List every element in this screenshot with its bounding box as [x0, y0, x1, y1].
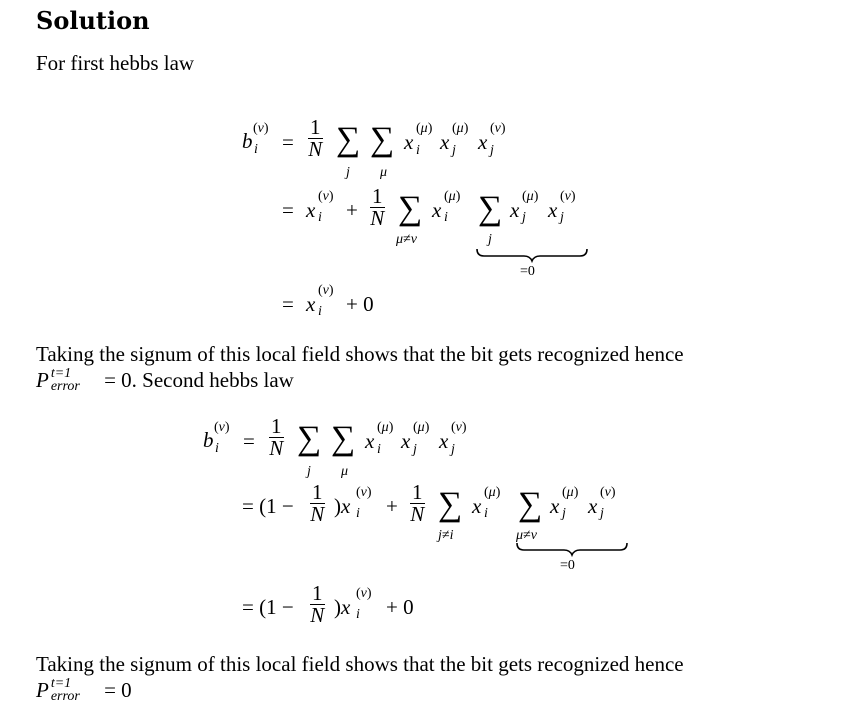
paragraph-1-line2 [36, 367, 294, 393]
p-error-sup: t=1 [50, 676, 72, 691]
p-error-symbol: P [36, 368, 49, 392]
underbrace-2 [516, 542, 628, 556]
p-error-sub: error [50, 689, 80, 704]
paragraph-1-line1: Taking the signum of this local field shows that the bit gets recognized hence [36, 342, 684, 366]
paragraph-2-line2 [36, 677, 132, 703]
brace-label-1: =0 [520, 264, 535, 279]
p-error-symbol: P [36, 678, 49, 702]
section-heading: Solution [36, 6, 150, 35]
brace-label-2: =0 [560, 558, 575, 573]
intro-text: For first hebbs law [36, 51, 195, 75]
paragraph-1-tail: = 0. Second hebbs law [104, 368, 294, 392]
p-error-sup: t=1 [50, 366, 72, 381]
paragraph-2-line1: Taking the signum of this local field shows that the bit gets recognized hence [36, 652, 684, 676]
paragraph-2-tail: = 0 [104, 678, 132, 702]
underbrace-1 [476, 248, 588, 262]
p-error-sub: error [50, 379, 80, 394]
